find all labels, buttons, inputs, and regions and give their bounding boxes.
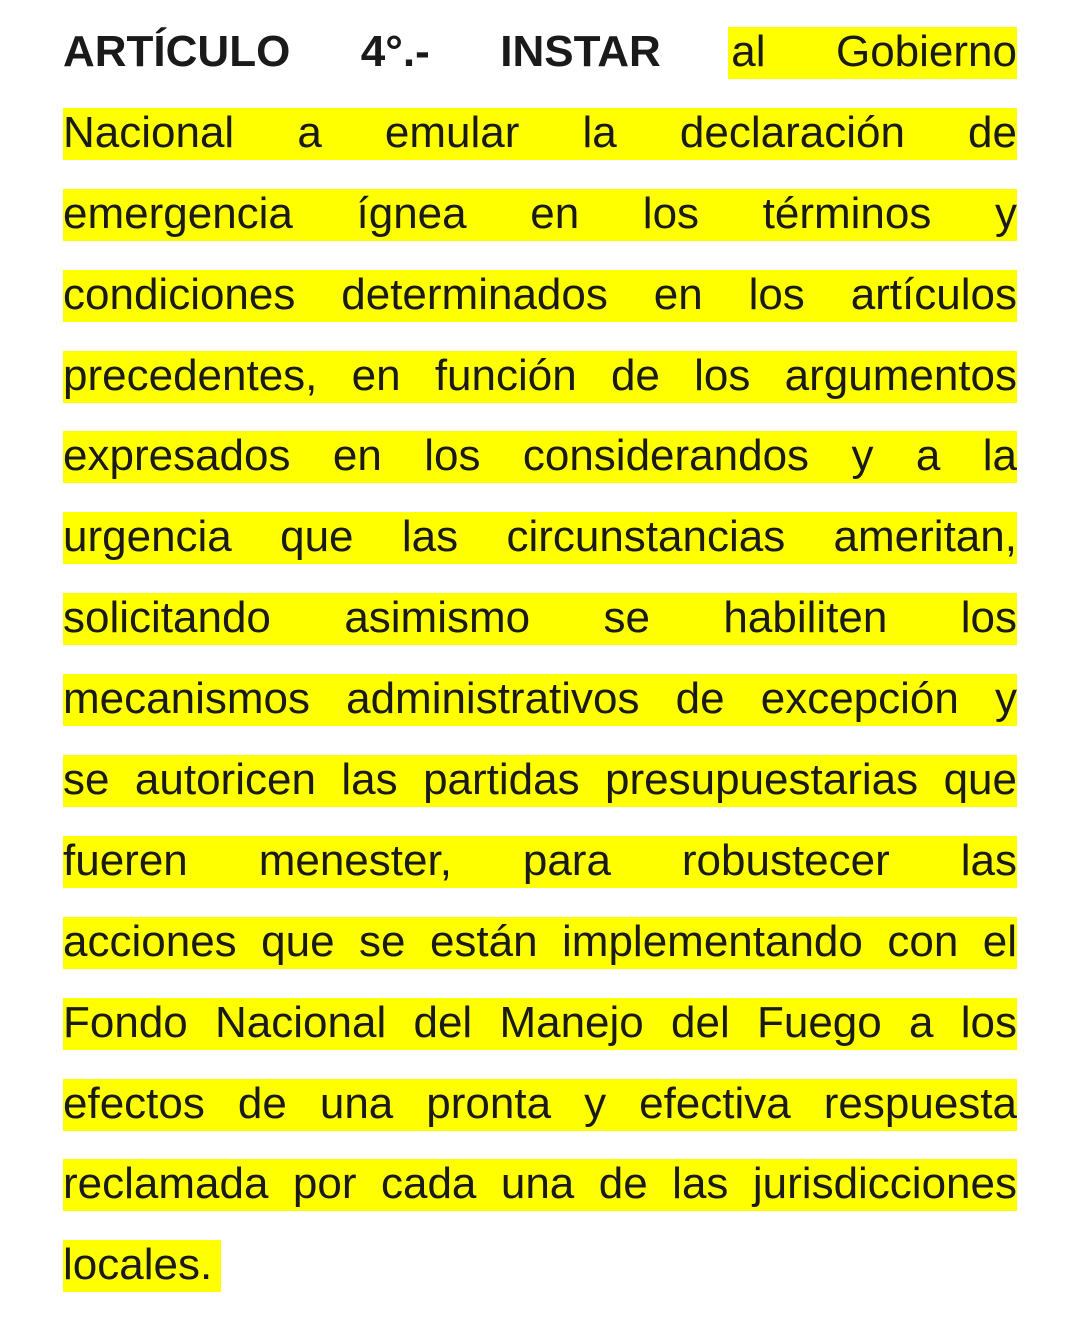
line-words [63,189,1017,239]
text-line [63,674,1017,755]
text-line [63,1159,1017,1240]
line-words [63,512,1017,562]
word: de [675,674,725,724]
word: circunstancias [506,512,786,562]
word: las [672,1159,729,1209]
word: administrativos [346,674,640,724]
line-words [63,755,1017,805]
word: presupuestarias [605,755,919,805]
text-line [63,998,1017,1079]
word: excepción [760,674,959,724]
word: la [582,107,617,157]
text-line [63,351,1017,432]
article-text [63,27,1017,1321]
word: solicitando [63,593,271,643]
word: se [63,755,110,805]
word: acciones [63,916,237,966]
word: se [359,916,406,966]
text-line [63,27,1017,108]
word: y [584,1078,607,1128]
article-number: 4°.- [360,27,430,76]
word: términos [762,188,932,238]
word: los [960,997,1017,1047]
article-label: ARTÍCULO [63,27,291,76]
word: de [968,107,1017,157]
word: se [603,593,650,643]
line-words [63,431,1017,481]
word: de [237,1078,287,1128]
word: el [982,916,1017,966]
text-line [63,108,1017,189]
word: en [332,431,382,481]
line-words [63,1079,1017,1129]
word: función [434,350,577,400]
word: Nacional [215,997,387,1047]
word: asimismo [344,593,531,643]
word: Manejo [499,997,644,1047]
line-words [63,998,1017,1048]
word: las [960,835,1017,885]
word: ígnea [356,188,467,238]
line-words [63,27,1017,77]
word: los [642,188,700,238]
word: efectos [63,1078,205,1128]
word: los [694,350,751,400]
article-verb: INSTAR [500,27,661,76]
word: Fondo [63,997,188,1047]
word: cada [380,1159,477,1209]
text-line [63,755,1017,836]
word: jurisdicciones [752,1159,1017,1209]
line-words [63,270,1017,320]
word: expresados [63,431,291,481]
word: los [424,431,481,481]
word: en [351,350,401,400]
word: que [280,512,354,562]
line-words [63,674,1017,724]
line-words [63,108,1017,158]
word: una [319,1078,394,1128]
word: efectiva [639,1078,791,1128]
word: autoricen [134,755,316,805]
word: reclamada [63,1159,269,1209]
word: considerandos [522,431,810,481]
word: para [522,835,611,885]
word: una [500,1159,575,1209]
text-line [63,512,1017,593]
word: a [915,431,941,481]
word: Gobierno [835,27,1017,76]
word: de [610,350,660,400]
word: Nacional [63,107,235,157]
word: por [292,1159,357,1209]
word: condiciones [63,269,296,319]
text-line [63,431,1017,512]
word: declaración [679,107,905,157]
word: partidas [423,755,580,805]
word: urgencia [63,512,232,562]
word: están [429,916,538,966]
word: emular [384,107,520,157]
word: las [341,755,398,805]
word: pronta [426,1078,552,1128]
word: menester, [258,835,452,885]
word: determinados [341,269,608,319]
word: del [413,997,473,1047]
word: argumentos [784,350,1017,400]
word: la [982,431,1017,481]
line-words [63,1240,212,1290]
word: respuesta [823,1078,1017,1128]
word: en [653,269,703,319]
word: que [943,755,1017,805]
word: Fuego [756,997,882,1047]
word: locales. [63,1240,213,1290]
word: con [887,916,959,966]
word: en [530,188,580,238]
word: fueren [63,835,188,885]
word: mecanismos [63,674,310,724]
word: precedentes, [63,350,318,400]
line-words [63,593,1017,643]
word: y [994,188,1017,238]
text-line [63,593,1017,674]
word: implementando [562,916,863,966]
word: robustecer [681,835,890,885]
word: ameritan, [833,512,1017,562]
line-words [63,917,1017,967]
word: las [401,512,459,562]
word: a [297,107,322,157]
word: habiliten [723,593,888,643]
word: y [851,431,874,481]
text-line [63,1079,1017,1160]
word: a [909,997,934,1047]
text-line [63,917,1017,998]
line-words [63,1159,1017,1209]
word: los [748,269,805,319]
line-words [63,351,1017,401]
text-line [63,270,1017,351]
word: y [995,674,1017,724]
text-line [63,189,1017,270]
word: del [671,997,730,1047]
word: que [261,916,335,966]
word: de [598,1159,648,1209]
text-line [63,836,1017,917]
text-line [63,1240,1017,1321]
word: emergencia [63,188,293,238]
word: al [731,27,766,76]
word: artículos [850,269,1017,319]
word: los [960,593,1017,643]
line-words [63,836,1017,886]
